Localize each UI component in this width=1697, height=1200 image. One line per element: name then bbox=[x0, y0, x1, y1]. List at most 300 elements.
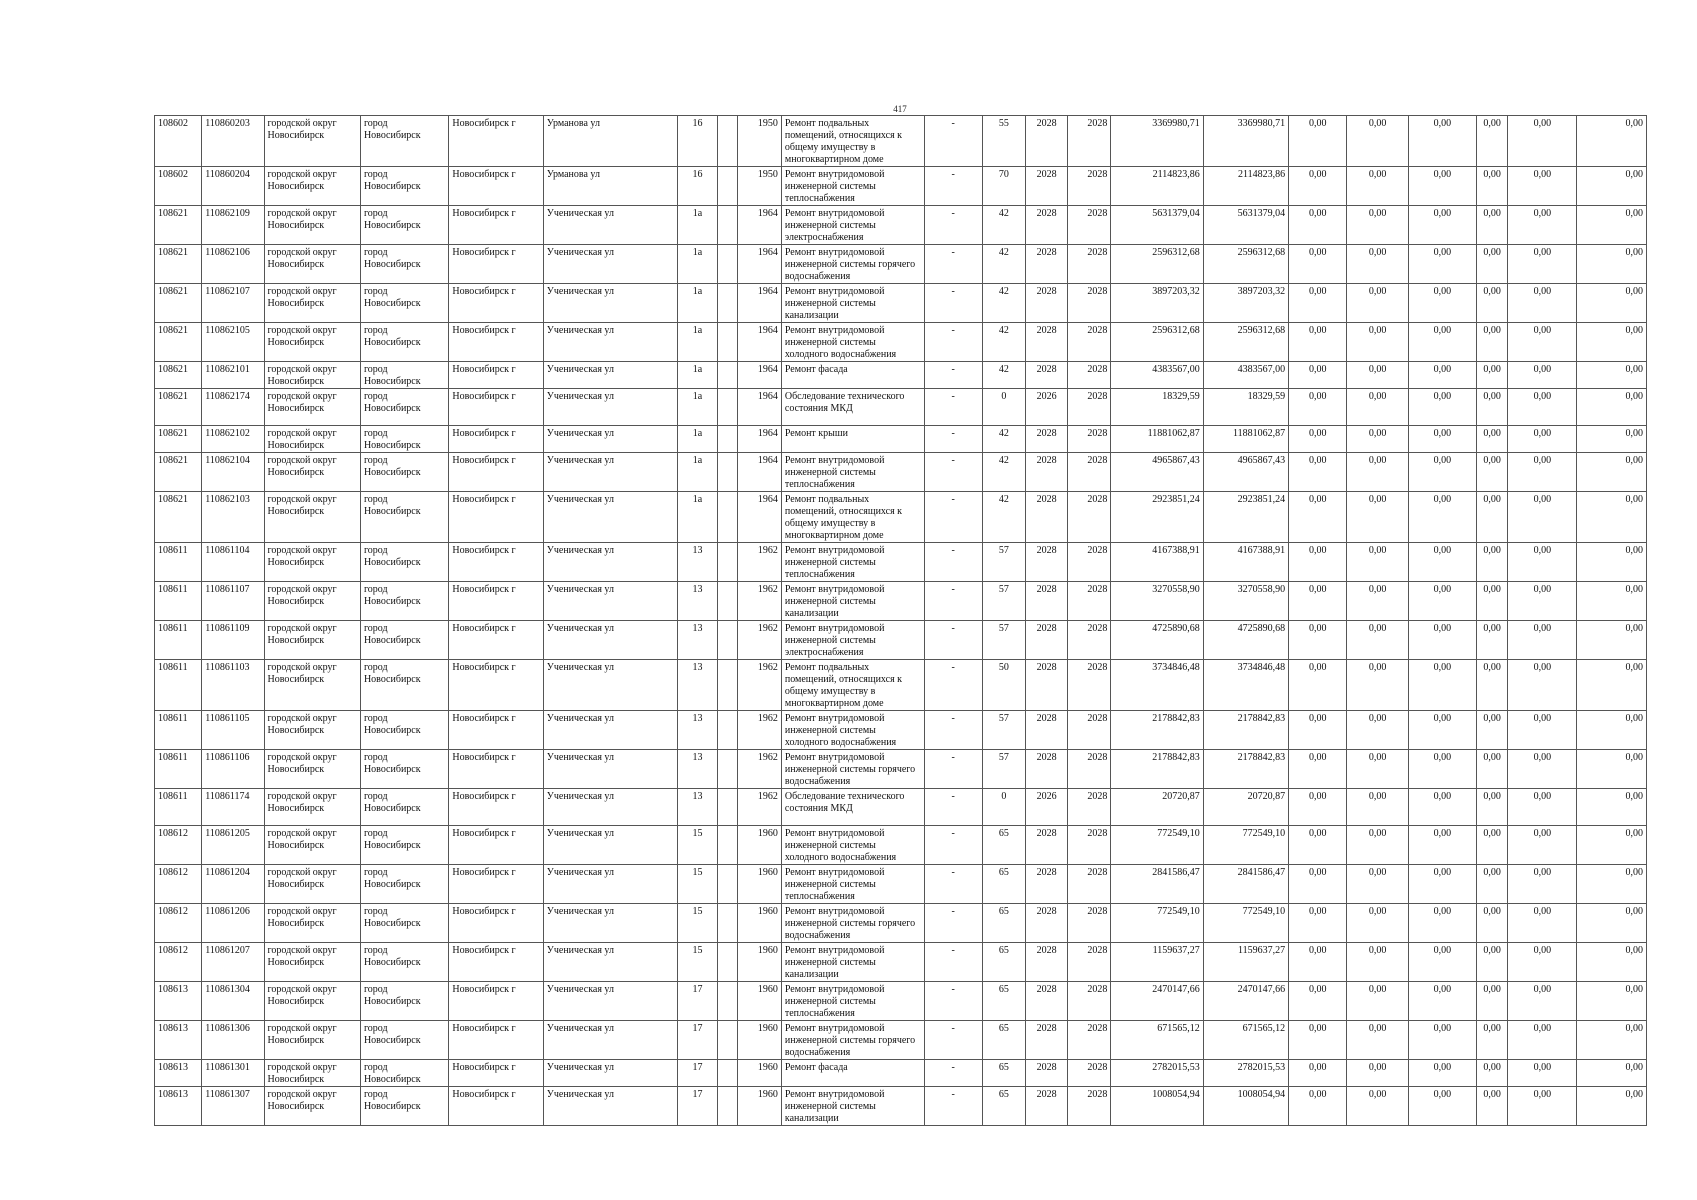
cell-locality: Новосибирск г bbox=[449, 1060, 543, 1087]
cell-year-built: 1964 bbox=[737, 245, 781, 284]
cell-funds-4: 0,00 bbox=[1477, 621, 1508, 660]
cell-wear-percent: 42 bbox=[982, 284, 1025, 323]
cell-start-year: 2026 bbox=[1025, 389, 1067, 426]
cell-total-cost: 20720,87 bbox=[1111, 789, 1203, 826]
cell-cost-owners: 4383567,00 bbox=[1203, 362, 1288, 389]
cell-work-type: Ремонт внутридомовой инженерной системы теплоснабжения bbox=[781, 453, 924, 492]
cell-start-year: 2028 bbox=[1025, 660, 1067, 711]
cell-settlement-type: город Новосибирск bbox=[360, 1021, 448, 1060]
cell-wear-percent: 55 bbox=[982, 116, 1025, 167]
cell-house-number: 13 bbox=[678, 789, 717, 826]
cell-work-id: 110861206 bbox=[202, 904, 264, 943]
cell-funds-5: 0,00 bbox=[1508, 116, 1577, 167]
cell-street: Ученическая ул bbox=[543, 865, 678, 904]
cell-street: Ученическая ул bbox=[543, 943, 678, 982]
cell-cost-owners: 5631379,04 bbox=[1203, 206, 1288, 245]
cell-wear-percent: 42 bbox=[982, 453, 1025, 492]
cell-end-year: 2028 bbox=[1068, 543, 1111, 582]
cell-funds-6: 0,00 bbox=[1577, 426, 1647, 453]
cell-object-id: 108611 bbox=[155, 660, 202, 711]
cell-funds-5: 0,00 bbox=[1508, 245, 1577, 284]
cell-funds-4: 0,00 bbox=[1477, 362, 1508, 389]
cell-locality: Новосибирск г bbox=[449, 660, 543, 711]
cell-work-id: 110862104 bbox=[202, 453, 264, 492]
cell-settlement-type: город Новосибирск bbox=[360, 943, 448, 982]
cell-end-year: 2028 bbox=[1068, 245, 1111, 284]
cell-municipality: городской округ Новосибирск bbox=[264, 582, 360, 621]
cell-start-year: 2028 bbox=[1025, 453, 1067, 492]
cell-locality: Новосибирск г bbox=[449, 943, 543, 982]
cell-funds-6: 0,00 bbox=[1577, 582, 1647, 621]
cell-funds-6: 0,00 bbox=[1577, 750, 1647, 789]
cell-wear-percent: 57 bbox=[982, 582, 1025, 621]
cell-funds-2: 0,00 bbox=[1347, 789, 1408, 826]
cell-building bbox=[717, 492, 737, 543]
cell-funds-6: 0,00 bbox=[1577, 245, 1647, 284]
cell-dash: - bbox=[924, 284, 982, 323]
cell-funds-2: 0,00 bbox=[1347, 660, 1408, 711]
cell-building bbox=[717, 982, 737, 1021]
cell-wear-percent: 0 bbox=[982, 389, 1025, 426]
cell-work-type: Ремонт подвальных помещений, относящихся к общему имуществу в многоквартирном доме bbox=[781, 660, 924, 711]
cell-funds-3: 0,00 bbox=[1408, 245, 1476, 284]
cell-funds-4: 0,00 bbox=[1477, 904, 1508, 943]
table-row bbox=[155, 167, 1647, 206]
cell-dash: - bbox=[924, 982, 982, 1021]
cell-funds-1: 0,00 bbox=[1289, 826, 1347, 865]
cell-funds-3: 0,00 bbox=[1408, 904, 1476, 943]
cell-cost-owners: 671565,12 bbox=[1203, 1021, 1288, 1060]
cell-total-cost: 2596312,68 bbox=[1111, 323, 1203, 362]
cell-end-year: 2028 bbox=[1068, 660, 1111, 711]
cell-object-id: 108602 bbox=[155, 167, 202, 206]
cell-end-year: 2028 bbox=[1068, 904, 1111, 943]
cell-locality: Новосибирск г bbox=[449, 711, 543, 750]
cell-funds-4: 0,00 bbox=[1477, 1087, 1508, 1126]
cell-object-id: 108602 bbox=[155, 116, 202, 167]
cell-work-id: 110861103 bbox=[202, 660, 264, 711]
cell-building bbox=[717, 116, 737, 167]
cell-funds-2: 0,00 bbox=[1347, 116, 1408, 167]
cell-funds-3: 0,00 bbox=[1408, 865, 1476, 904]
cell-dash: - bbox=[924, 426, 982, 453]
cell-work-type: Ремонт подвальных помещений, относящихся к общему имуществу в многоквартирном доме bbox=[781, 116, 924, 167]
cell-building bbox=[717, 711, 737, 750]
cell-funds-1: 0,00 bbox=[1289, 582, 1347, 621]
cell-locality: Новосибирск г bbox=[449, 245, 543, 284]
cell-funds-6: 0,00 bbox=[1577, 167, 1647, 206]
cell-funds-4: 0,00 bbox=[1477, 167, 1508, 206]
cell-funds-3: 0,00 bbox=[1408, 492, 1476, 543]
cell-funds-2: 0,00 bbox=[1347, 389, 1408, 426]
cell-cost-owners: 4725890,68 bbox=[1203, 621, 1288, 660]
cell-cost-owners: 1008054,94 bbox=[1203, 1087, 1288, 1126]
cell-work-type: Ремонт внутридомовой инженерной системы теплоснабжения bbox=[781, 167, 924, 206]
cell-settlement-type: город Новосибирск bbox=[360, 660, 448, 711]
cell-object-id: 108613 bbox=[155, 1087, 202, 1126]
cell-year-built: 1964 bbox=[737, 492, 781, 543]
cell-funds-4: 0,00 bbox=[1477, 206, 1508, 245]
cell-municipality: городской округ Новосибирск bbox=[264, 750, 360, 789]
cell-dash: - bbox=[924, 116, 982, 167]
cell-end-year: 2028 bbox=[1068, 284, 1111, 323]
cell-funds-3: 0,00 bbox=[1408, 711, 1476, 750]
cell-locality: Новосибирск г bbox=[449, 284, 543, 323]
cell-funds-5: 0,00 bbox=[1508, 1060, 1577, 1087]
cell-street: Ученическая ул bbox=[543, 1021, 678, 1060]
cell-locality: Новосибирск г bbox=[449, 1021, 543, 1060]
cell-dash: - bbox=[924, 904, 982, 943]
cell-funds-4: 0,00 bbox=[1477, 284, 1508, 323]
cell-work-id: 110861207 bbox=[202, 943, 264, 982]
cell-cost-owners: 2596312,68 bbox=[1203, 323, 1288, 362]
cell-cost-owners: 2114823,86 bbox=[1203, 167, 1288, 206]
cell-building bbox=[717, 1021, 737, 1060]
cell-funds-6: 0,00 bbox=[1577, 865, 1647, 904]
cell-wear-percent: 42 bbox=[982, 206, 1025, 245]
cell-funds-5: 0,00 bbox=[1508, 453, 1577, 492]
cell-municipality: городской округ Новосибирск bbox=[264, 116, 360, 167]
cell-work-id: 110861205 bbox=[202, 826, 264, 865]
cell-locality: Новосибирск г bbox=[449, 789, 543, 826]
cell-year-built: 1960 bbox=[737, 865, 781, 904]
cell-end-year: 2028 bbox=[1068, 1060, 1111, 1087]
cell-funds-3: 0,00 bbox=[1408, 543, 1476, 582]
cell-work-id: 110861107 bbox=[202, 582, 264, 621]
cell-street: Ученическая ул bbox=[543, 750, 678, 789]
cell-wear-percent: 65 bbox=[982, 1021, 1025, 1060]
cell-municipality: городской округ Новосибирск bbox=[264, 865, 360, 904]
cell-object-id: 108621 bbox=[155, 323, 202, 362]
cell-dash: - bbox=[924, 1060, 982, 1087]
cell-dash: - bbox=[924, 826, 982, 865]
cell-funds-1: 0,00 bbox=[1289, 453, 1347, 492]
cell-funds-5: 0,00 bbox=[1508, 943, 1577, 982]
cell-municipality: городской округ Новосибирск bbox=[264, 621, 360, 660]
cell-total-cost: 2841586,47 bbox=[1111, 865, 1203, 904]
cell-work-type: Ремонт внутридомовой инженерной системы канализации bbox=[781, 1087, 924, 1126]
cell-cost-owners: 3734846,48 bbox=[1203, 660, 1288, 711]
cell-funds-4: 0,00 bbox=[1477, 426, 1508, 453]
cell-funds-6: 0,00 bbox=[1577, 116, 1647, 167]
table-row bbox=[155, 453, 1647, 492]
cell-settlement-type: город Новосибирск bbox=[360, 245, 448, 284]
cell-cost-owners: 3369980,71 bbox=[1203, 116, 1288, 167]
cell-funds-2: 0,00 bbox=[1347, 206, 1408, 245]
cell-house-number: 1а bbox=[678, 323, 717, 362]
cell-year-built: 1950 bbox=[737, 167, 781, 206]
cell-start-year: 2028 bbox=[1025, 904, 1067, 943]
cell-funds-1: 0,00 bbox=[1289, 1021, 1347, 1060]
cell-settlement-type: город Новосибирск bbox=[360, 865, 448, 904]
cell-funds-1: 0,00 bbox=[1289, 865, 1347, 904]
cell-work-type: Ремонт фасада bbox=[781, 1060, 924, 1087]
cell-municipality: городской округ Новосибирск bbox=[264, 245, 360, 284]
cell-object-id: 108621 bbox=[155, 426, 202, 453]
cell-funds-6: 0,00 bbox=[1577, 711, 1647, 750]
cell-work-type: Ремонт внутридомовой инженерной системы канализации bbox=[781, 582, 924, 621]
cell-cost-owners: 3897203,32 bbox=[1203, 284, 1288, 323]
cell-funds-6: 0,00 bbox=[1577, 1087, 1647, 1126]
cell-municipality: городской округ Новосибирск bbox=[264, 167, 360, 206]
cell-street: Ученическая ул bbox=[543, 206, 678, 245]
cell-funds-5: 0,00 bbox=[1508, 750, 1577, 789]
table-row bbox=[155, 582, 1647, 621]
cell-settlement-type: город Новосибирск bbox=[360, 711, 448, 750]
cell-locality: Новосибирск г bbox=[449, 1087, 543, 1126]
cell-work-type: Ремонт внутридомовой инженерной системы холодного водоснабжения bbox=[781, 711, 924, 750]
cell-year-built: 1964 bbox=[737, 453, 781, 492]
cell-funds-3: 0,00 bbox=[1408, 1087, 1476, 1126]
cell-municipality: городской округ Новосибирск bbox=[264, 492, 360, 543]
cell-settlement-type: город Новосибирск bbox=[360, 582, 448, 621]
cell-cost-owners: 2178842,83 bbox=[1203, 711, 1288, 750]
cell-work-id: 110862174 bbox=[202, 389, 264, 426]
cell-municipality: городской округ Новосибирск bbox=[264, 543, 360, 582]
cell-end-year: 2028 bbox=[1068, 389, 1111, 426]
cell-funds-5: 0,00 bbox=[1508, 389, 1577, 426]
cell-funds-1: 0,00 bbox=[1289, 362, 1347, 389]
table-row bbox=[155, 362, 1647, 389]
cell-total-cost: 2114823,86 bbox=[1111, 167, 1203, 206]
cell-dash: - bbox=[924, 492, 982, 543]
cell-work-type: Ремонт внутридомовой инженерной системы теплоснабжения bbox=[781, 982, 924, 1021]
cell-funds-5: 0,00 bbox=[1508, 426, 1577, 453]
table-row bbox=[155, 389, 1647, 426]
cell-year-built: 1964 bbox=[737, 389, 781, 426]
cell-locality: Новосибирск г bbox=[449, 167, 543, 206]
cell-work-type: Ремонт внутридомовой инженерной системы теплоснабжения bbox=[781, 543, 924, 582]
cell-year-built: 1964 bbox=[737, 426, 781, 453]
cell-start-year: 2028 bbox=[1025, 206, 1067, 245]
cell-street: Ученическая ул bbox=[543, 660, 678, 711]
table-row bbox=[155, 750, 1647, 789]
cell-building bbox=[717, 582, 737, 621]
cell-building bbox=[717, 284, 737, 323]
cell-street: Ученическая ул bbox=[543, 362, 678, 389]
cell-funds-3: 0,00 bbox=[1408, 323, 1476, 362]
page-number: 417 bbox=[893, 104, 907, 114]
cell-year-built: 1960 bbox=[737, 982, 781, 1021]
cell-municipality: городской округ Новосибирск bbox=[264, 1060, 360, 1087]
cell-locality: Новосибирск г bbox=[449, 116, 543, 167]
cell-total-cost: 2596312,68 bbox=[1111, 245, 1203, 284]
cell-start-year: 2028 bbox=[1025, 245, 1067, 284]
cell-building bbox=[717, 660, 737, 711]
cell-end-year: 2028 bbox=[1068, 1087, 1111, 1126]
cell-total-cost: 671565,12 bbox=[1111, 1021, 1203, 1060]
cell-dash: - bbox=[924, 362, 982, 389]
cell-dash: - bbox=[924, 865, 982, 904]
cell-cost-owners: 772549,10 bbox=[1203, 904, 1288, 943]
cell-municipality: городской округ Новосибирск bbox=[264, 284, 360, 323]
cell-funds-1: 0,00 bbox=[1289, 389, 1347, 426]
cell-total-cost: 4167388,91 bbox=[1111, 543, 1203, 582]
cell-funds-2: 0,00 bbox=[1347, 453, 1408, 492]
cell-total-cost: 3734846,48 bbox=[1111, 660, 1203, 711]
cell-funds-2: 0,00 bbox=[1347, 1087, 1408, 1126]
cell-total-cost: 1008054,94 bbox=[1111, 1087, 1203, 1126]
cell-work-type: Ремонт внутридомовой инженерной системы электроснабжения bbox=[781, 206, 924, 245]
cell-funds-4: 0,00 bbox=[1477, 116, 1508, 167]
cell-year-built: 1964 bbox=[737, 206, 781, 245]
cell-house-number: 1а bbox=[678, 206, 717, 245]
cell-funds-6: 0,00 bbox=[1577, 1021, 1647, 1060]
cell-building bbox=[717, 167, 737, 206]
cell-funds-1: 0,00 bbox=[1289, 206, 1347, 245]
cell-dash: - bbox=[924, 711, 982, 750]
cell-funds-5: 0,00 bbox=[1508, 543, 1577, 582]
cell-street: Ученическая ул bbox=[543, 621, 678, 660]
cell-funds-6: 0,00 bbox=[1577, 660, 1647, 711]
cell-funds-3: 0,00 bbox=[1408, 116, 1476, 167]
table-row bbox=[155, 621, 1647, 660]
cell-street: Ученическая ул bbox=[543, 789, 678, 826]
cell-house-number: 1а bbox=[678, 389, 717, 426]
cell-locality: Новосибирск г bbox=[449, 865, 543, 904]
cell-funds-6: 0,00 bbox=[1577, 492, 1647, 543]
cell-end-year: 2028 bbox=[1068, 826, 1111, 865]
cell-cost-owners: 2470147,66 bbox=[1203, 982, 1288, 1021]
cell-funds-2: 0,00 bbox=[1347, 426, 1408, 453]
cell-funds-4: 0,00 bbox=[1477, 323, 1508, 362]
cell-municipality: городской округ Новосибирск bbox=[264, 789, 360, 826]
cell-object-id: 108611 bbox=[155, 711, 202, 750]
cell-locality: Новосибирск г bbox=[449, 389, 543, 426]
cell-total-cost: 2782015,53 bbox=[1111, 1060, 1203, 1087]
cell-building bbox=[717, 323, 737, 362]
cell-work-id: 110862107 bbox=[202, 284, 264, 323]
cell-object-id: 108612 bbox=[155, 904, 202, 943]
table-row bbox=[155, 426, 1647, 453]
cell-object-id: 108621 bbox=[155, 245, 202, 284]
cell-dash: - bbox=[924, 943, 982, 982]
cell-object-id: 108621 bbox=[155, 206, 202, 245]
cell-funds-3: 0,00 bbox=[1408, 453, 1476, 492]
cell-locality: Новосибирск г bbox=[449, 750, 543, 789]
cell-funds-3: 0,00 bbox=[1408, 982, 1476, 1021]
cell-end-year: 2028 bbox=[1068, 711, 1111, 750]
cell-cost-owners: 11881062,87 bbox=[1203, 426, 1288, 453]
cell-cost-owners: 2178842,83 bbox=[1203, 750, 1288, 789]
cell-house-number: 13 bbox=[678, 750, 717, 789]
cell-wear-percent: 0 bbox=[982, 789, 1025, 826]
cell-work-id: 110860204 bbox=[202, 167, 264, 206]
cell-funds-3: 0,00 bbox=[1408, 167, 1476, 206]
cell-object-id: 108611 bbox=[155, 789, 202, 826]
cell-settlement-type: город Новосибирск bbox=[360, 982, 448, 1021]
cell-wear-percent: 57 bbox=[982, 750, 1025, 789]
cell-street: Ученическая ул bbox=[543, 582, 678, 621]
cell-settlement-type: город Новосибирск bbox=[360, 1060, 448, 1087]
cell-settlement-type: город Новосибирск bbox=[360, 323, 448, 362]
cell-settlement-type: город Новосибирск bbox=[360, 789, 448, 826]
cell-funds-4: 0,00 bbox=[1477, 582, 1508, 621]
cell-end-year: 2028 bbox=[1068, 943, 1111, 982]
cell-funds-4: 0,00 bbox=[1477, 660, 1508, 711]
cell-funds-1: 0,00 bbox=[1289, 426, 1347, 453]
cell-total-cost: 3270558,90 bbox=[1111, 582, 1203, 621]
cell-object-id: 108612 bbox=[155, 943, 202, 982]
cell-cost-owners: 18329,59 bbox=[1203, 389, 1288, 426]
cell-funds-3: 0,00 bbox=[1408, 1021, 1476, 1060]
cell-total-cost: 2470147,66 bbox=[1111, 982, 1203, 1021]
cell-locality: Новосибирск г bbox=[449, 904, 543, 943]
cell-locality: Новосибирск г bbox=[449, 582, 543, 621]
cell-funds-1: 0,00 bbox=[1289, 943, 1347, 982]
cell-funds-4: 0,00 bbox=[1477, 245, 1508, 284]
cell-start-year: 2028 bbox=[1025, 982, 1067, 1021]
cell-dash: - bbox=[924, 453, 982, 492]
cell-municipality: городской округ Новосибирск bbox=[264, 711, 360, 750]
cell-object-id: 108611 bbox=[155, 621, 202, 660]
cell-funds-3: 0,00 bbox=[1408, 426, 1476, 453]
cell-funds-3: 0,00 bbox=[1408, 660, 1476, 711]
cell-cost-owners: 2782015,53 bbox=[1203, 1060, 1288, 1087]
cell-cost-owners: 2841586,47 bbox=[1203, 865, 1288, 904]
cell-year-built: 1960 bbox=[737, 1087, 781, 1126]
cell-start-year: 2028 bbox=[1025, 362, 1067, 389]
cell-funds-2: 0,00 bbox=[1347, 1021, 1408, 1060]
cell-funds-6: 0,00 bbox=[1577, 904, 1647, 943]
cell-street: Ученическая ул bbox=[543, 245, 678, 284]
cell-wear-percent: 65 bbox=[982, 904, 1025, 943]
cell-wear-percent: 65 bbox=[982, 982, 1025, 1021]
cell-locality: Новосибирск г bbox=[449, 543, 543, 582]
cell-object-id: 108613 bbox=[155, 982, 202, 1021]
cell-work-type: Ремонт фасада bbox=[781, 362, 924, 389]
cell-funds-1: 0,00 bbox=[1289, 284, 1347, 323]
cell-total-cost: 1159637,27 bbox=[1111, 943, 1203, 982]
cell-funds-1: 0,00 bbox=[1289, 543, 1347, 582]
cell-end-year: 2028 bbox=[1068, 865, 1111, 904]
cell-locality: Новосибирск г bbox=[449, 982, 543, 1021]
cell-municipality: городской округ Новосибирск bbox=[264, 426, 360, 453]
cell-dash: - bbox=[924, 167, 982, 206]
cell-cost-owners: 4965867,43 bbox=[1203, 453, 1288, 492]
cell-funds-6: 0,00 bbox=[1577, 206, 1647, 245]
table-row bbox=[155, 789, 1647, 826]
cell-dash: - bbox=[924, 1087, 982, 1126]
cell-funds-6: 0,00 bbox=[1577, 389, 1647, 426]
cell-locality: Новосибирск г bbox=[449, 426, 543, 453]
cell-year-built: 1964 bbox=[737, 323, 781, 362]
cell-house-number: 15 bbox=[678, 904, 717, 943]
cell-wear-percent: 42 bbox=[982, 426, 1025, 453]
cell-work-id: 110862102 bbox=[202, 426, 264, 453]
cell-municipality: городской округ Новосибирск bbox=[264, 943, 360, 982]
cell-locality: Новосибирск г bbox=[449, 453, 543, 492]
cell-work-id: 110861104 bbox=[202, 543, 264, 582]
cell-house-number: 1а bbox=[678, 492, 717, 543]
cell-year-built: 1960 bbox=[737, 1060, 781, 1087]
cell-wear-percent: 42 bbox=[982, 362, 1025, 389]
cell-locality: Новосибирск г bbox=[449, 206, 543, 245]
cell-funds-6: 0,00 bbox=[1577, 453, 1647, 492]
cell-dash: - bbox=[924, 750, 982, 789]
cell-municipality: городской округ Новосибирск bbox=[264, 1087, 360, 1126]
cell-start-year: 2028 bbox=[1025, 284, 1067, 323]
cell-start-year: 2028 bbox=[1025, 826, 1067, 865]
cell-funds-5: 0,00 bbox=[1508, 660, 1577, 711]
cell-house-number: 17 bbox=[678, 982, 717, 1021]
cell-funds-3: 0,00 bbox=[1408, 284, 1476, 323]
cell-municipality: городской округ Новосибирск bbox=[264, 982, 360, 1021]
cell-house-number: 1а bbox=[678, 453, 717, 492]
cell-house-number: 13 bbox=[678, 660, 717, 711]
cell-funds-1: 0,00 bbox=[1289, 750, 1347, 789]
cell-year-built: 1962 bbox=[737, 621, 781, 660]
